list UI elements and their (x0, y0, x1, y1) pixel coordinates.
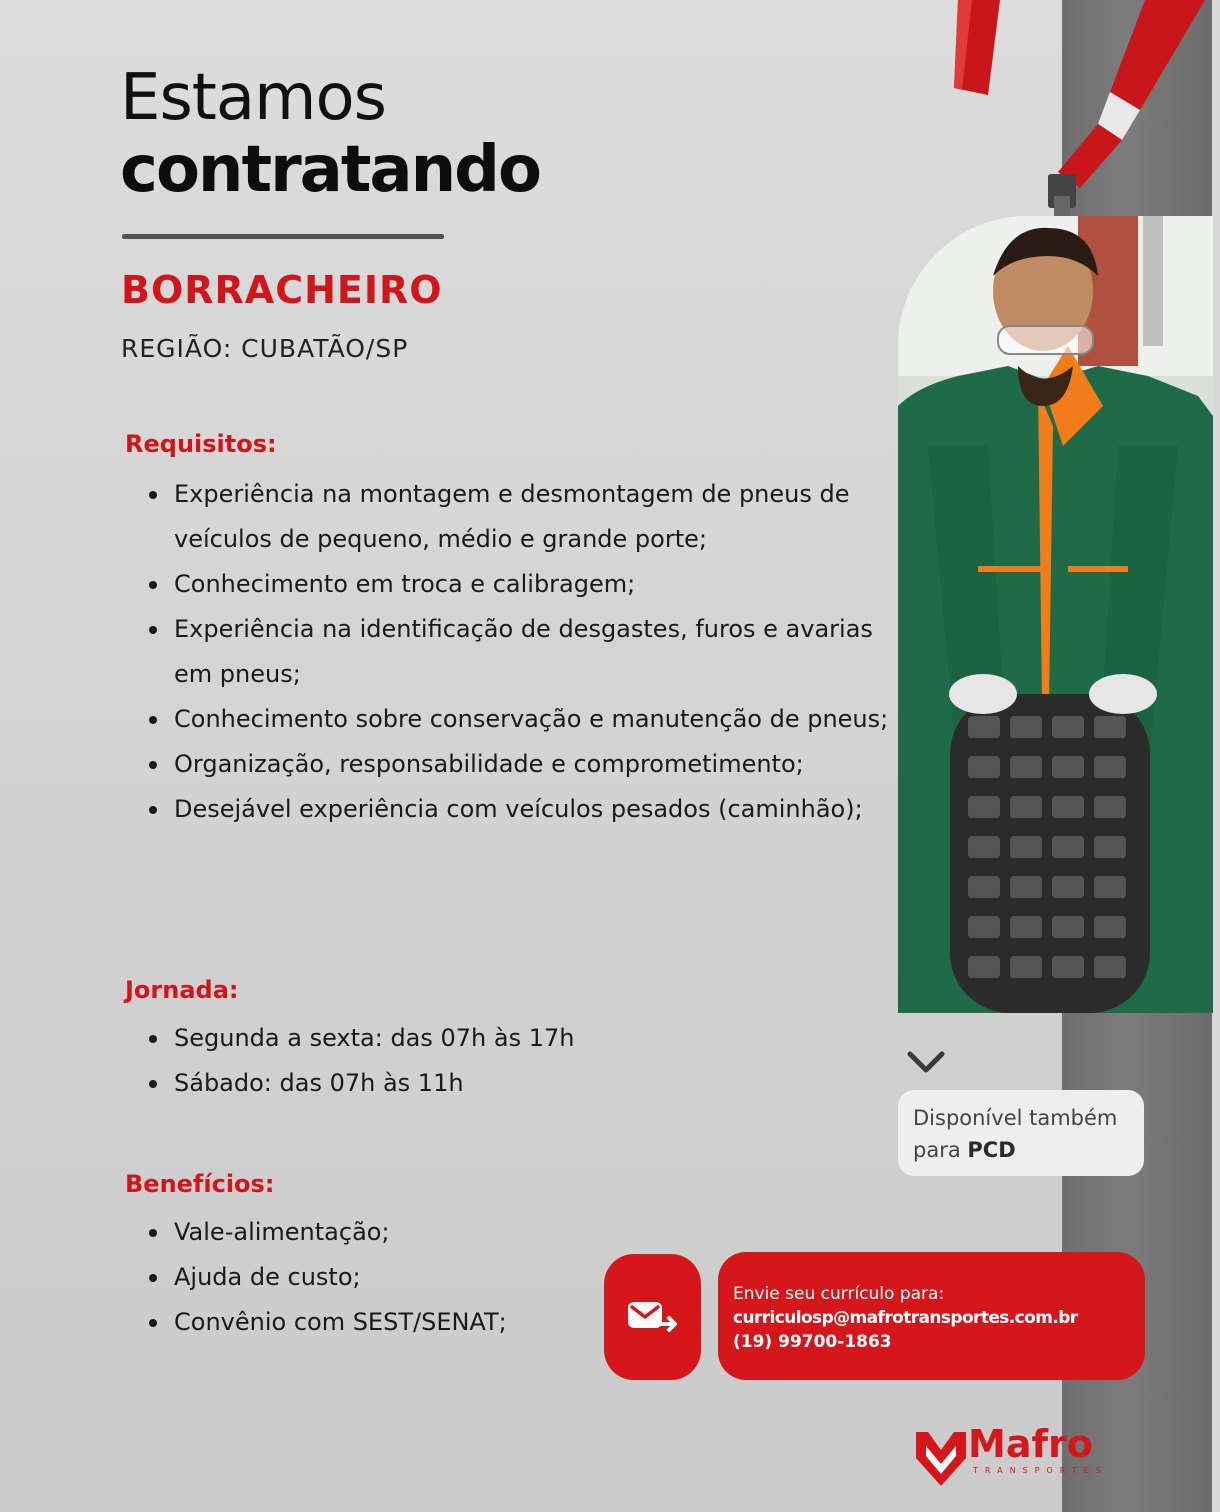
jornada-list (174, 1016, 874, 1106)
job-region: REGIÃO: CUBATÃO/SP (121, 334, 409, 363)
pcd-bold: PCD (967, 1138, 1016, 1162)
headline-line-1: Estamos (120, 61, 386, 135)
worker-tire-photo (898, 216, 1213, 1013)
list-item: Experiência na montagem e desmontagem de pneus de veículos de pequeno, médio e grande porte; (174, 472, 894, 562)
list-item: Conhecimento sobre conservação e manutenção de pneus; (174, 697, 894, 742)
job-title: BORRACHEIRO (121, 268, 443, 312)
list-item: Segunda a sexta: das 07h às 17h (174, 1016, 874, 1061)
contact-box (718, 1252, 1145, 1380)
lanyard-illustration (940, 0, 1220, 230)
list-item: Convênio com SEST/SENAT; (174, 1300, 594, 1345)
jornada-title: Jornada: (125, 976, 239, 1004)
list-item: Conhecimento em troca e calibragem; (174, 562, 894, 607)
title-divider (122, 234, 444, 239)
beneficios-list (174, 1210, 594, 1345)
chevron-down-icon (906, 1048, 946, 1076)
list-item: Vale-alimentação; (174, 1210, 594, 1255)
requisitos-list (174, 472, 894, 832)
mail-forward-button[interactable] (604, 1254, 701, 1380)
contact-email[interactable]: curriculosp@mafrotransportes.com.br (733, 1308, 1078, 1328)
pcd-line-2 (913, 1134, 1144, 1166)
list-item: Ajuda de custo; (174, 1255, 594, 1300)
pcd-line-1: Disponível também (913, 1106, 1118, 1130)
list-item: Sábado: das 07h às 11h (174, 1061, 874, 1106)
contact-phone[interactable]: (19) 99700-1863 (733, 1332, 892, 1352)
mail-forward-icon (626, 1298, 680, 1338)
requisitos-title: Requisitos: (125, 430, 277, 458)
headline-line-2: contratando (120, 133, 540, 207)
list-item: Organização, responsabilidade e comprometimento; (174, 742, 894, 787)
logo-name: Mafro (968, 1422, 1093, 1466)
list-item: Desejável experiência com veículos pesados (caminhão); (174, 787, 894, 832)
logo-subtitle: TRANSPORTES (973, 1466, 1108, 1475)
pcd-prefix: para (913, 1138, 968, 1162)
beneficios-title: Benefícios: (125, 1170, 275, 1198)
list-item: Experiência na identificação de desgastes, furos e avarias em pneus; (174, 607, 894, 697)
contact-label: Envie seu currículo para: (733, 1284, 945, 1304)
pcd-badge (898, 1090, 1144, 1176)
